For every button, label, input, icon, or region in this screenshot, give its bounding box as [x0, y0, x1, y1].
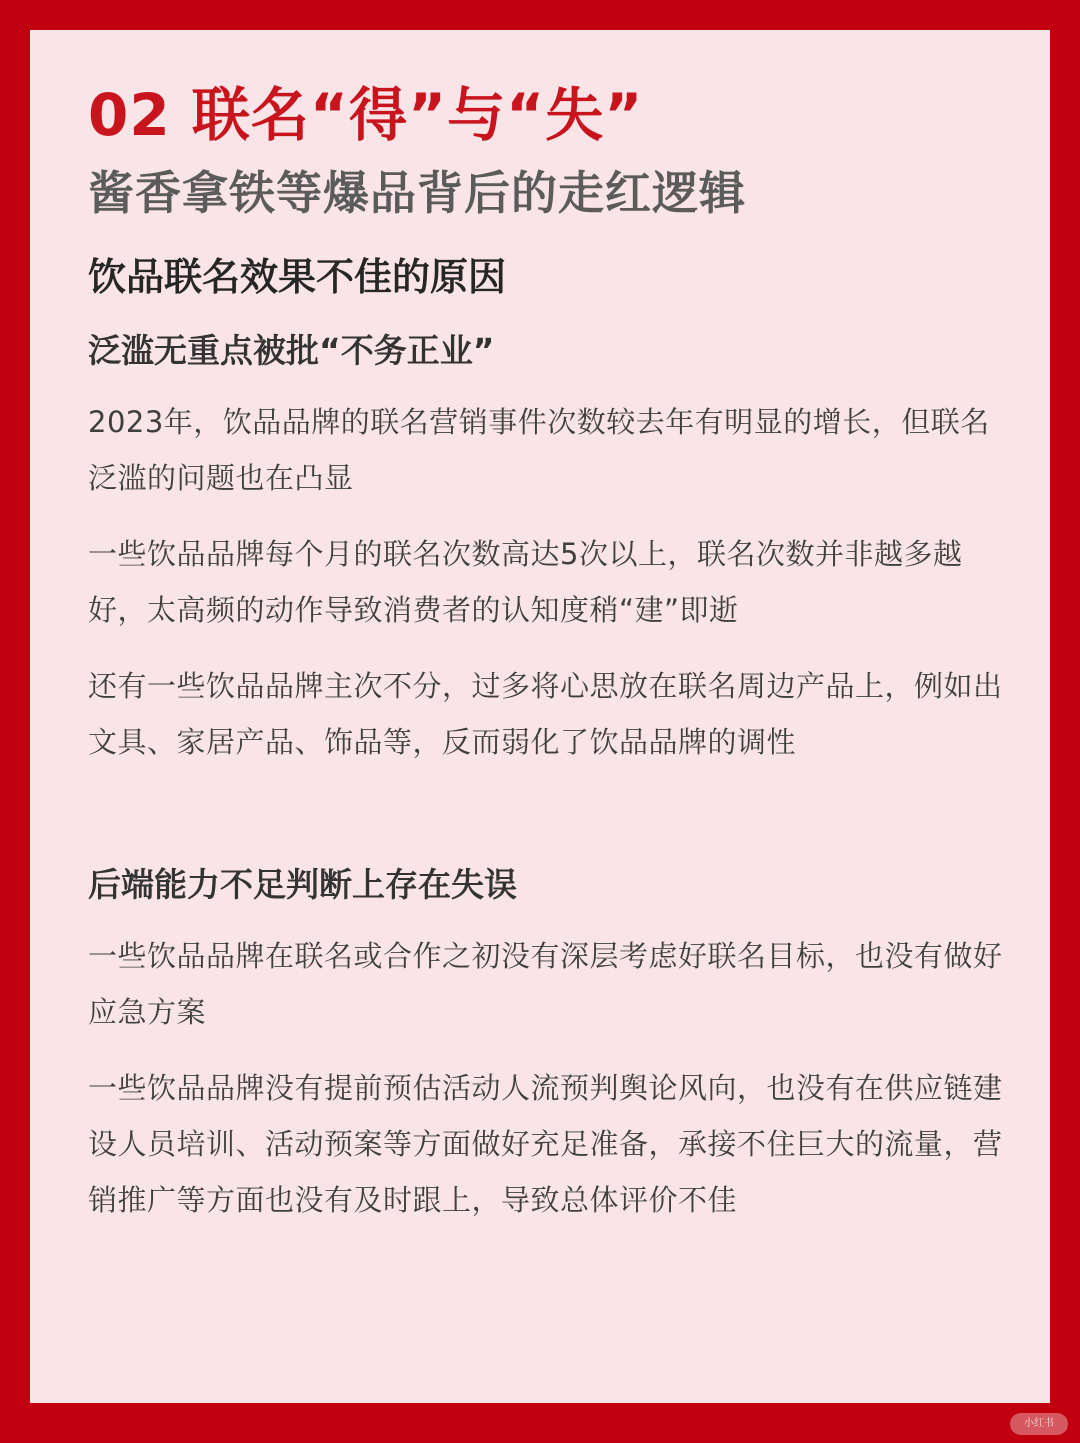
- paragraph: 还有一些饮品品牌主次不分，过多将心思放在联名周边产品上，例如出文具、家居产品、饰品等，反而弱化了饮品品牌的调性: [88, 669, 1003, 759]
- page-subtitle: 酱香拿铁等爆品背后的走红逻辑: [88, 166, 746, 220]
- paragraph: 一些饮品品牌每个月的联名次数高达5次以上，联名次数并非越多越好，太高频的动作导致消费者的认知度稍“建”即逝: [88, 537, 963, 627]
- subsection-heading-backend: 后端能力不足判断上存在失误: [88, 865, 517, 904]
- watermark-logo: 小红书: [1010, 1413, 1068, 1435]
- subsection-heading-overuse: 泛滥无重点被批“不务正业”: [88, 331, 495, 370]
- article-content: [88, 80, 1008, 1228]
- paragraph: 2023年，饮品品牌的联名营销事件次数较去年有明显的增长，但联名泛滥的问题也在凸显: [88, 405, 990, 495]
- content-card: [30, 30, 1050, 1403]
- section-heading: 饮品联名效果不佳的原因: [88, 255, 507, 299]
- page-title: 02 联名“得”与“失”: [88, 81, 644, 149]
- paragraph: 一些饮品品牌在联名或合作之初没有深层考虑好联名目标，也没有做好应急方案: [88, 939, 1003, 1029]
- paragraph: 一些饮品品牌没有提前预估活动人流预判舆论风向，也没有在供应链建设人员培训、活动预案等方面做好充足准备，承接不住巨大的流量，营销推广等方面也没有及时跟上，导致总体评价不佳: [88, 1071, 1003, 1217]
